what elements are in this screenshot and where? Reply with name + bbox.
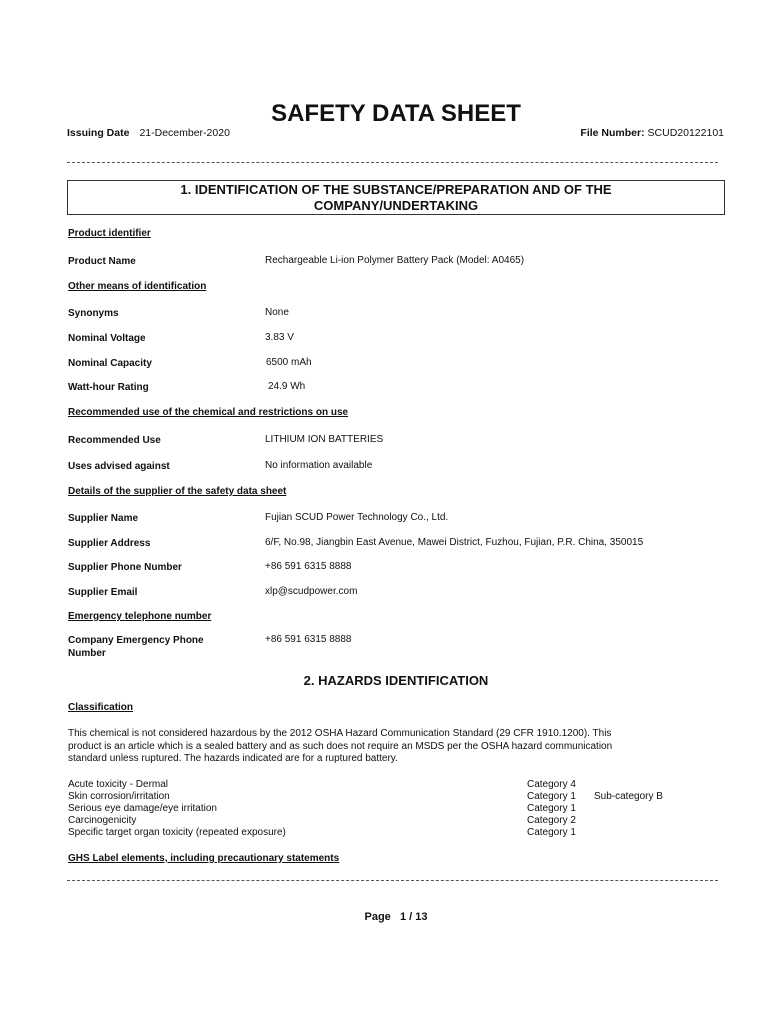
- issuing-date: [67, 127, 230, 139]
- section-1-heading: [67, 180, 725, 215]
- section-2-heading: 2. HAZARDS IDENTIFICATION: [303, 673, 489, 688]
- hazard-name: Skin corrosion/irritation: [68, 791, 170, 802]
- supplier-address-value: 6/F, No.98, Jiangbin East Avenue, Mawei District, Fuzhou, Fujian, P.R. China, 350015: [265, 537, 644, 548]
- hazard-name: Acute toxicity - Dermal: [68, 779, 169, 790]
- nominal-capacity-label: Nominal Capacity: [68, 358, 152, 369]
- hazard-name: Carcinogenicity: [68, 815, 137, 826]
- file-number: [580, 127, 724, 139]
- product-identifier-heading: Product identifier: [68, 228, 151, 239]
- recommended-use-value: LITHIUM ION BATTERIES: [265, 434, 384, 445]
- issuing-date-label: Issuing Date: [67, 127, 130, 139]
- hazard-name: Serious eye damage/eye irritation: [68, 803, 217, 814]
- recommended-use-label: Recommended Use: [68, 435, 161, 446]
- classification-heading: Classification: [68, 702, 134, 713]
- page-number: [0, 911, 770, 923]
- supplier-address-label: Supplier Address: [68, 538, 151, 549]
- page-label: Page: [364, 911, 391, 923]
- hazard-category: Category 1: [527, 791, 576, 802]
- hazard-category: Category 4: [527, 779, 576, 790]
- supplier-email-value[interactable]: xlp@scudpower.com: [265, 586, 358, 597]
- product-name-label: Product Name: [68, 256, 136, 267]
- hazard-name: Specific target organ toxicity (repeated exposure): [68, 827, 286, 838]
- nominal-voltage-label: Nominal Voltage: [68, 333, 146, 344]
- page-value: 1 / 13: [399, 911, 428, 923]
- emergency-phone-label-line1: Company Emergency Phone: [68, 635, 204, 646]
- product-name-value: Rechargeable Li-ion Polymer Battery Pack (Model: A0465): [265, 255, 525, 266]
- supplier-details-heading: Details of the supplier of the safety data sheet: [68, 486, 287, 497]
- issuing-date-value: 21-December-2020: [139, 127, 230, 139]
- hazard-category: Category 1: [527, 827, 576, 838]
- hazard-subcategory: Sub-category B: [594, 791, 663, 802]
- paragraph-line: product is an article which is a sealed battery and as such does not require an MSDS per the OSHA hazard communication: [68, 740, 613, 752]
- document-title: SAFETY DATA SHEET: [271, 100, 521, 127]
- file-number-label: File Number:: [580, 127, 645, 139]
- watt-hour-label: Watt-hour Rating: [68, 382, 149, 393]
- emergency-phone-value: +86 591 6315 8888: [265, 634, 352, 645]
- nominal-voltage-value: 3.83 V: [265, 332, 294, 343]
- supplier-phone-value: +86 591 6315 8888: [265, 561, 352, 572]
- other-means-heading: Other means of identification: [68, 281, 207, 292]
- hazard-category: Category 1: [527, 803, 576, 814]
- paragraph-line: standard unless ruptured. The hazards indicated are for a ruptured battery.: [68, 753, 398, 764]
- supplier-phone-label: Supplier Phone Number: [68, 562, 182, 573]
- supplier-name-value: Fujian SCUD Power Technology Co., Ltd.: [265, 512, 449, 523]
- footer-divider: [67, 880, 718, 881]
- supplier-name-label: Supplier Name: [68, 513, 139, 524]
- file-number-value: SCUD20122101: [647, 127, 724, 139]
- emergency-phone-label: [68, 634, 243, 660]
- section-1-heading-line2: COMPANY/UNDERTAKING: [313, 198, 479, 213]
- uses-advised-against-value: No information available: [265, 460, 373, 471]
- emergency-phone-heading: Emergency telephone number: [68, 611, 212, 622]
- synonyms-label: Synonyms: [68, 308, 119, 319]
- synonyms-value: None: [265, 307, 289, 318]
- hazard-category: Category 2: [527, 815, 576, 826]
- section-1-heading-line1: 1. IDENTIFICATION OF THE SUBSTANCE/PREPARATION AND OF THE: [180, 182, 612, 197]
- uses-advised-against-label: Uses advised against: [68, 461, 170, 472]
- supplier-email-label: Supplier Email: [68, 587, 138, 598]
- emergency-phone-label-line2: Number: [68, 648, 106, 659]
- header-divider: [67, 162, 718, 163]
- recommended-use-heading: Recommended use of the chemical and restrictions on use: [68, 407, 349, 418]
- classification-paragraph: [68, 728, 723, 766]
- ghs-label-heading: GHS Label elements, including precautionary statements: [68, 853, 340, 864]
- watt-hour-value: 24.9 Wh: [268, 381, 306, 392]
- paragraph-line: This chemical is not considered hazardous by the 2012 OSHA Hazard Communication Standard (29 CFR 1910.1200). This: [68, 728, 612, 739]
- nominal-capacity-value: 6500 mAh: [266, 357, 312, 368]
